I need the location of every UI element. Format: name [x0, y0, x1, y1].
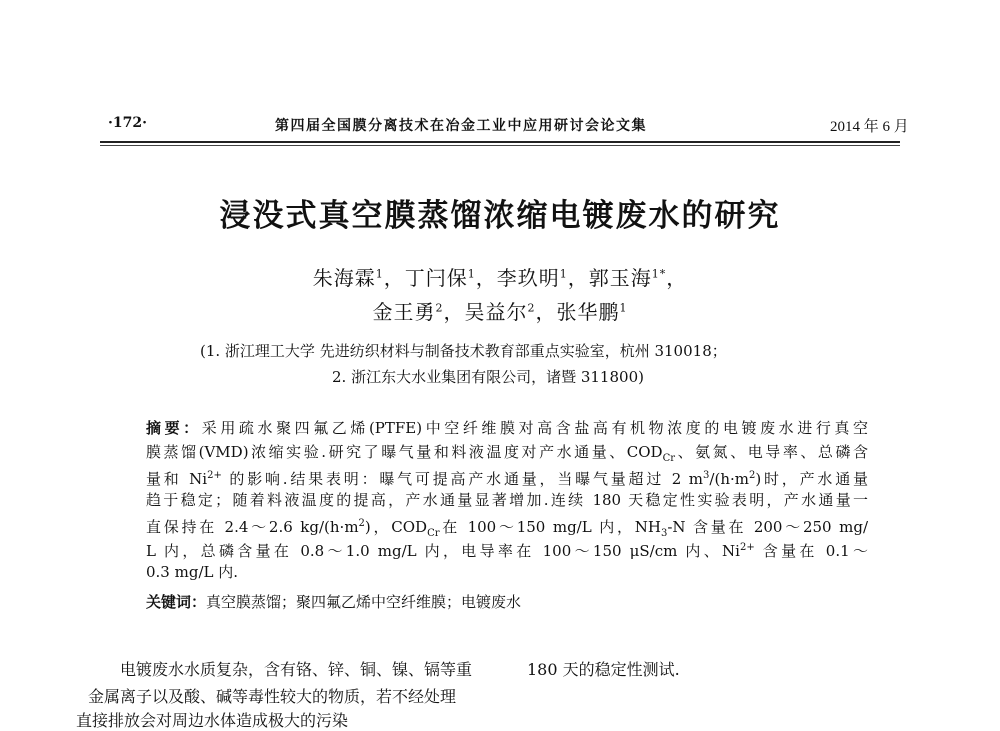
abstract-text: 、氨氮、电导率、总磷含: [675, 443, 868, 461]
abstract-line: 趋于稳定；随着料液温度的提高，产水通量显著增加.连续 180 天稳定性实验表明，产水通量一: [146, 491, 868, 509]
abstract-line: [146, 464, 868, 491]
body-text-left: 金属离子以及酸、碱等毒性较大的物质，若不经处理: [88, 687, 457, 706]
header-rule-thin: [100, 145, 900, 146]
author-affiliation-mark: 2: [435, 301, 444, 315]
author-affiliation-mark: 1: [559, 267, 568, 281]
abstract-text: -N 含量在 200～250 mg/: [667, 518, 869, 536]
affiliation-1: (1. 浙江理工大学 先进纺织材料与制备技术教育部重点实验室，杭州 310018；: [200, 342, 727, 360]
keywords: [146, 590, 868, 614]
superscript: 2: [358, 518, 365, 529]
abstract-line: [146, 416, 868, 440]
abstract-text: L 内，总磷含量在 0.8～1.0 mg/L 内，电导率在 100～150 μS/cm 内、Ni: [146, 542, 740, 560]
author-name: 丁闩保: [404, 266, 468, 290]
authors-line-2: [0, 296, 1000, 325]
abstract-text: 的影响.结果表明：曝气可提高产水通量，当曝气量超过 2 m: [221, 470, 704, 488]
superscript: 2+: [207, 470, 222, 481]
author-name: 李玖明: [496, 266, 560, 290]
author-name: 金王勇: [372, 300, 436, 324]
abstract-line: [146, 536, 868, 563]
abstract-text: 直保持在 2.4～2.6 kg/(h·m: [146, 518, 359, 536]
subscript: Cr: [427, 528, 440, 539]
abstract-text: 采用疏水聚四氟乙烯(PTFE)中空纤维膜对高含盐高有机物浓度的电镀废水进行真空: [201, 419, 868, 437]
author-affiliation-mark: 1: [619, 301, 628, 315]
author-separator: ，: [535, 300, 557, 324]
author-name: 张华鹏: [556, 300, 620, 324]
author-affiliation-mark: 1: [467, 267, 476, 281]
affiliation-2: 2. 浙江东大水业集团有限公司，诸暨 311800): [332, 368, 644, 386]
header-rule: [100, 141, 900, 143]
author-affiliation-mark: 1: [375, 267, 384, 281]
page-number: ·172·: [108, 115, 147, 131]
abstract-text: 膜蒸馏(VMD)浓缩实验.研究了曝气量和料液温度对产水通量、COD: [146, 443, 663, 461]
abstract-label: 摘要：: [146, 419, 202, 437]
superscript: 2+: [739, 542, 755, 553]
publication-date: 2014 年 6 月: [830, 119, 909, 135]
abstract-text: 含量在 0.1～: [754, 542, 868, 560]
author-separator: ，: [567, 266, 589, 290]
abstract-text: /(h·m: [709, 470, 749, 488]
body-text-right: 180 天的稳定性测试.: [527, 660, 680, 679]
keywords-label: 关键词：: [146, 593, 207, 611]
author-separator: ，: [383, 266, 405, 290]
author-affiliation-mark: 2: [527, 301, 536, 315]
authors-line-1: [0, 262, 1000, 291]
author-separator: ，: [475, 266, 497, 290]
paper-title: 浸没式真空膜蒸馏浓缩电镀废水的研究: [219, 198, 781, 234]
abstract-text: )时，产水通量: [755, 470, 869, 488]
abstract-line: 0.3 mg/L 内.: [146, 563, 238, 581]
subscript: 3: [660, 528, 668, 539]
journal-title: 第四届全国膜分离技术在冶金工业中应用研讨会论文集: [275, 118, 647, 134]
body-text-left: 直接排放会对周边水体造成极大的污染: [76, 711, 349, 730]
author-name: 朱海霖: [312, 266, 376, 290]
superscript: 3: [703, 470, 710, 481]
keywords-text: 真空膜蒸馏；聚四氟乙烯中空纤维膜；电镀废水: [206, 593, 522, 611]
abstract-text: 量和 Ni: [146, 470, 208, 488]
body-text-left: 电镀废水水质复杂，含有铬、锌、铜、镍、镉等重: [120, 660, 473, 679]
author-separator: ，: [666, 266, 688, 290]
author-name: 郭玉海: [588, 266, 652, 290]
superscript: 2: [748, 470, 756, 481]
author-separator: ，: [443, 300, 465, 324]
abstract-text: 在 100～150 mg/L 内，NH: [439, 518, 661, 536]
author-affiliation-mark: 1*: [651, 267, 667, 281]
author-name: 吴益尔: [464, 300, 528, 324]
subscript: Cr: [662, 453, 676, 464]
abstract-text: )，COD: [364, 518, 428, 536]
